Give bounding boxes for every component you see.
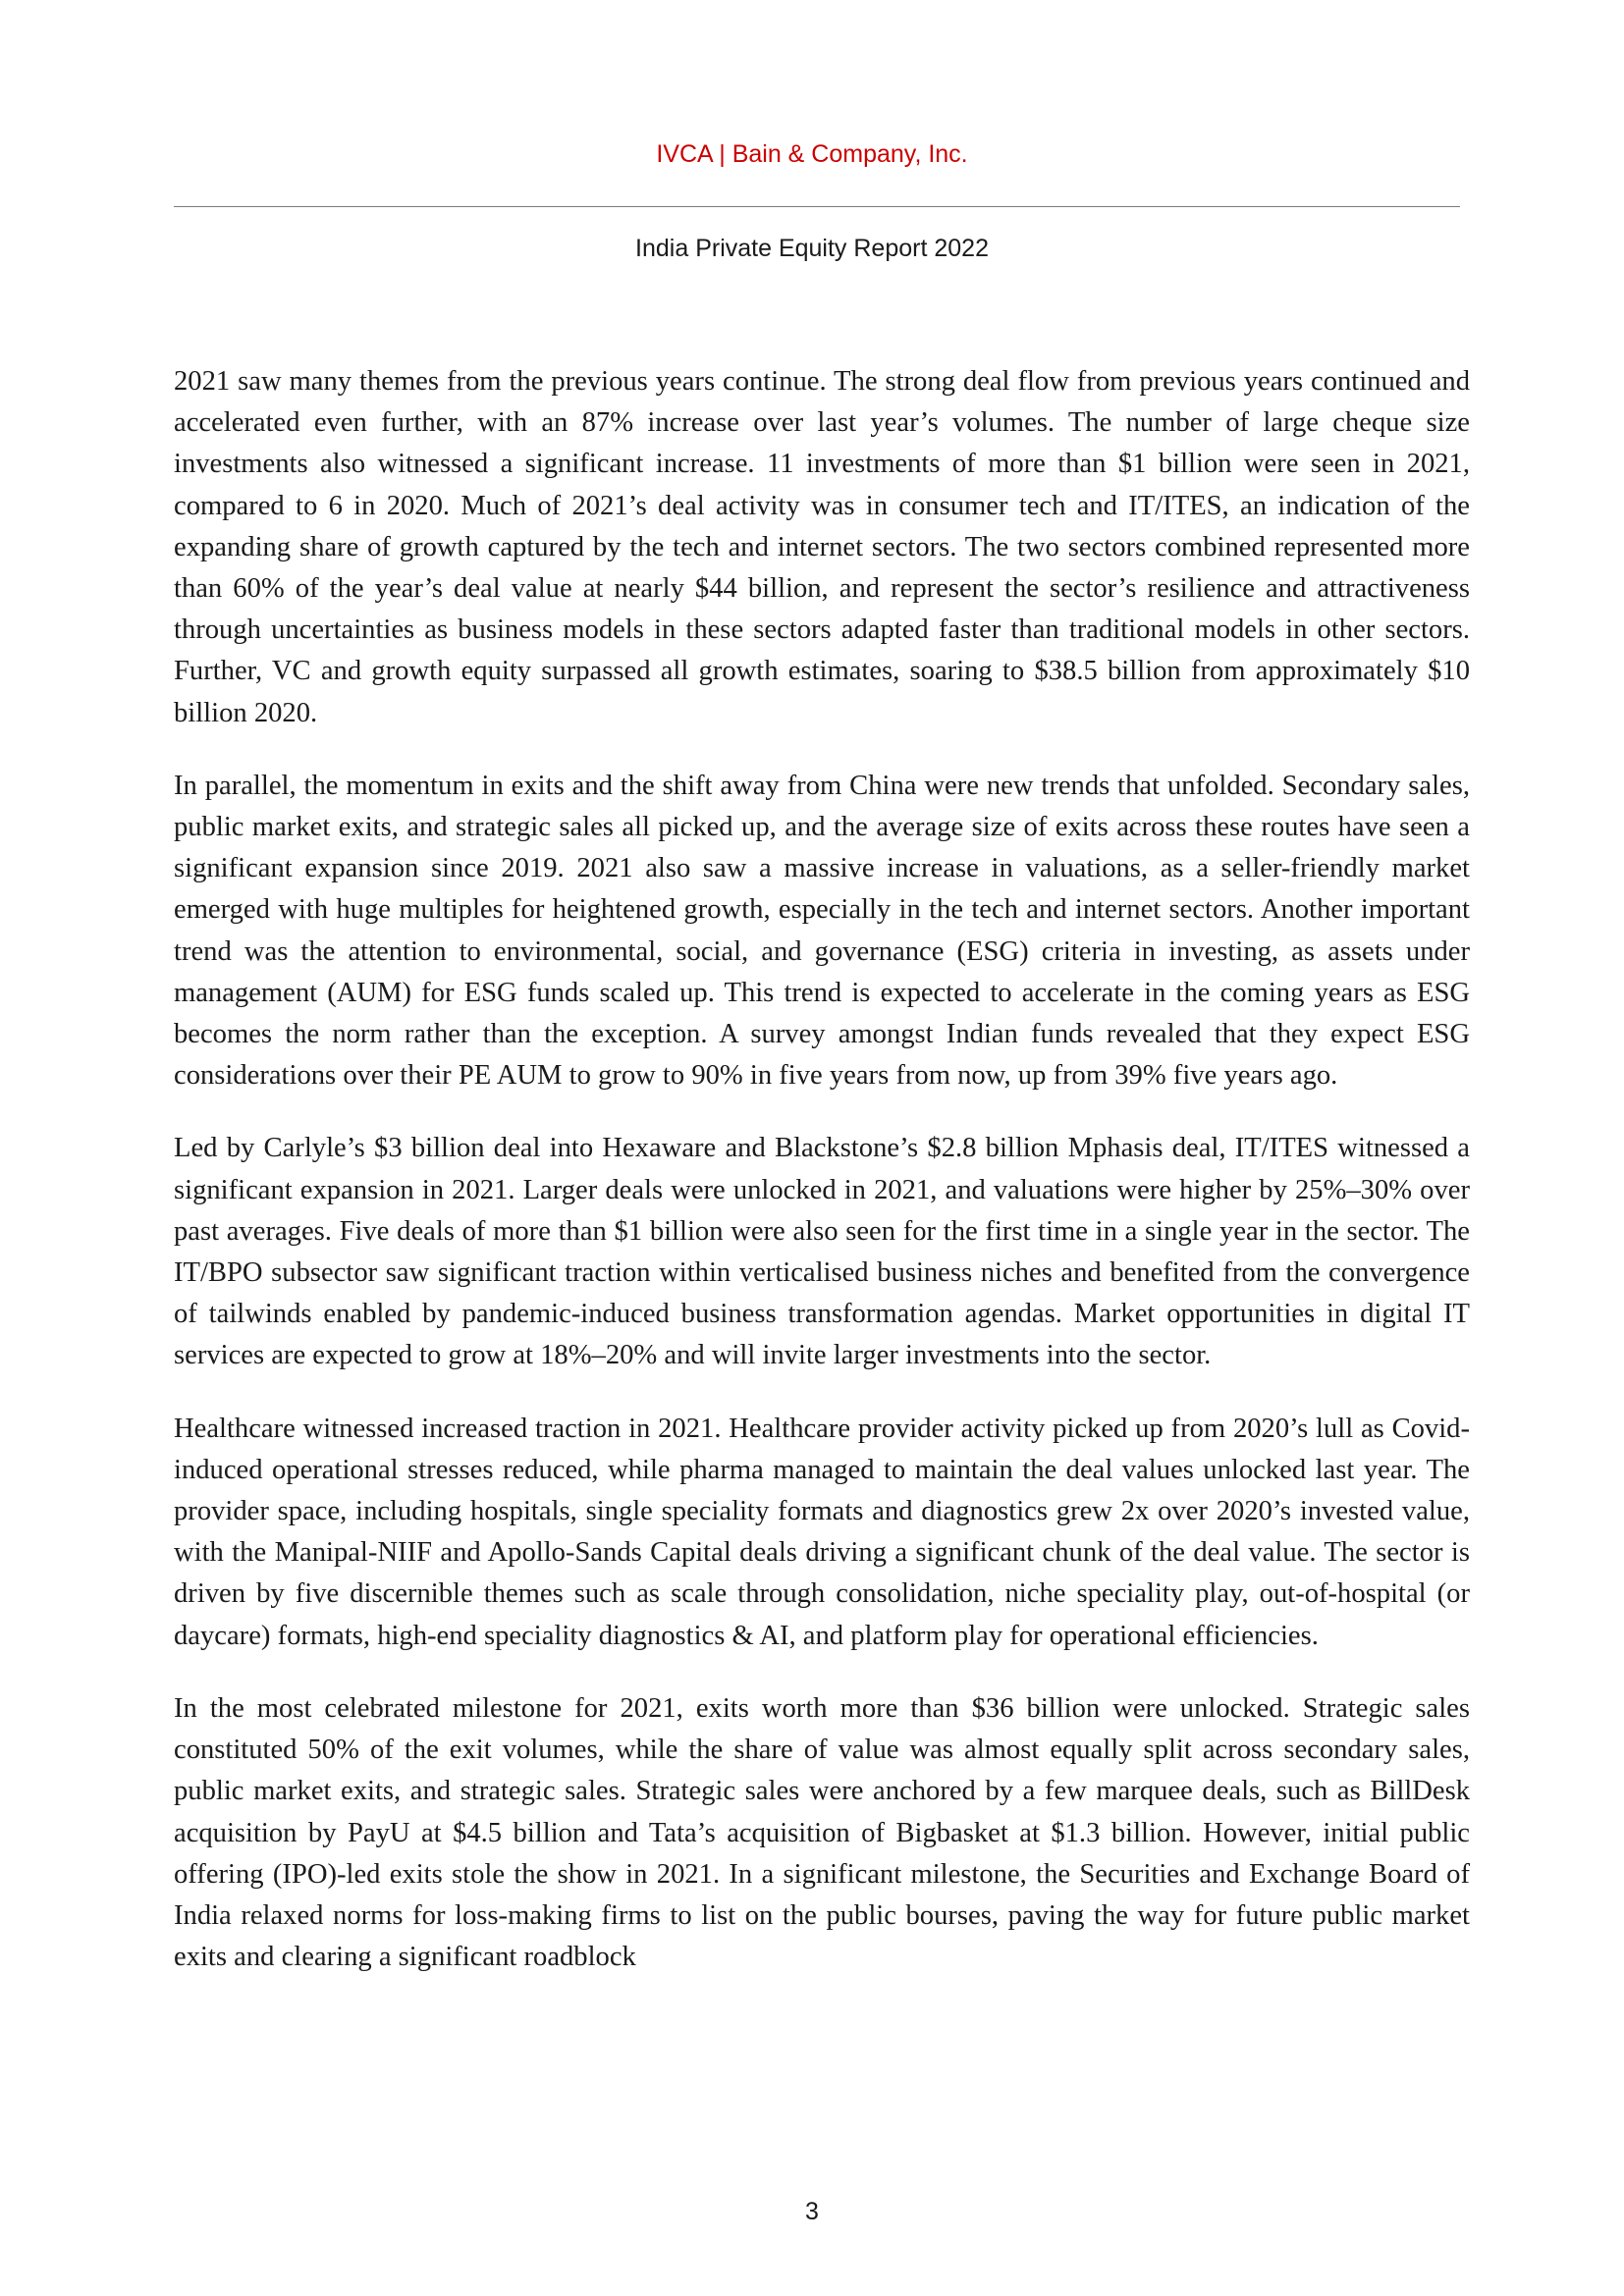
header-organization: IVCA | Bain & Company, Inc. [656, 140, 968, 168]
paragraph-themes-2021: 2021 saw many themes from the previous years continue. The strong deal flow from previous years continued and accelerated even further, with an 87% increase over last year’s volumes. The number of large cheque size investments also witnessed a significant increase. 11 investments of more than $1 billion were seen in 2021, compared to 6 in 2020. Much of 2021’s deal activity was in consumer tech and IT/ITES, an indication of the expanding share of growth captured by the tech and internet sectors. The two sectors combined represented more than 60% of the year’s deal value at nearly $44 billion, and represent the sector’s resilience and attractiveness through uncertainties as business models in these sectors adapted faster than traditional models in other sectors. Further, VC and growth equity surpassed all growth estimates, soaring to $38.5 billion from approximately $10 billion 2020. [174, 366, 1470, 728]
page-number: 3 [805, 2198, 819, 2225]
report-title: India Private Equity Report 2022 [635, 235, 989, 262]
paragraph-healthcare: Healthcare witnessed increased traction in 2021. Healthcare provider activity picked up from 2020’s lull as Covid-induced operational stresses reduced, while pharma managed to maintain the deal values unlocked last year. The provider space, including hospitals, single speciality formats and diagnostics grew 2x over 2020’s invested value, with the Manipal-NIIF and Apollo-Sands Capital deals driving a significant chunk of the deal value. The sector is driven by five discernible themes such as scale through consolidation, niche speciality play, out-of-hospital (or daycare) formats, high-end speciality diagnostics & AI, and platform play for operational efficiencies. [174, 1413, 1470, 1651]
body-text [174, 361, 1470, 2009]
paragraph-exits-momentum: In parallel, the momentum in exits and the shift away from China were new trends that unfolded. Secondary sales, public market exits, and strategic sales all picked up, and the average size of exits across these routes have seen a significant expansion since 2019. 2021 also saw a massive increase in valuations, as a seller-friendly market emerged with huge multiples for heightened growth, especially in the tech and internet sectors. Another important trend was the attention to environmental, social, and governance (ESG) criteria in investing, as assets under management (AUM) for ESG funds scaled up. This trend is expected to accelerate in the coming years as ESG becomes the norm rather than the exception. A survey amongst Indian funds revealed that they expect ESG considerations over their PE AUM to grow to 90% in five years from now, up from 39% five years ago. [174, 770, 1470, 1092]
paragraph-exit-milestone: In the most celebrated milestone for 2021, exits worth more than $36 billion were unlocked. Strategic sales constituted 50% of the exit volumes, while the share of value was almost equally split across secondary sales, public market exits, and strategic sales. Strategic sales were anchored by a few marquee deals, such as BillDesk acquisition by PayU at $4.5 billion and Tata’s acquisition of Bigbasket at $1.3 billion. However, initial public offering (IPO)-led exits stole the show in 2021. In a significant milestone, the Securities and Exchange Board of India relaxed norms for loss-making firms to list on the public bourses, paving the way for future public market exits and clearing a significant roadblock [174, 1692, 1470, 1973]
paragraph-it-ites: Led by Carlyle’s $3 billion deal into Hexaware and Blackstone’s $2.8 billion Mphasis deal, IT/ITES witnessed a significant expansion in 2021. Larger deals were unlocked in 2021, and valuations were higher by 25%–30% over past averages. Five deals of more than $1 billion were also seen for the first time in a single year in the sector. The IT/BPO subsector saw significant traction within verticalised business niches and benefited from the convergence of tailwinds enabled by pandemic-induced business transformation agendas. Market opportunities in digital IT services are expected to grow at 18%–20% and will invite larger investments into the sector. [174, 1133, 1470, 1371]
header-divider [174, 206, 1460, 207]
